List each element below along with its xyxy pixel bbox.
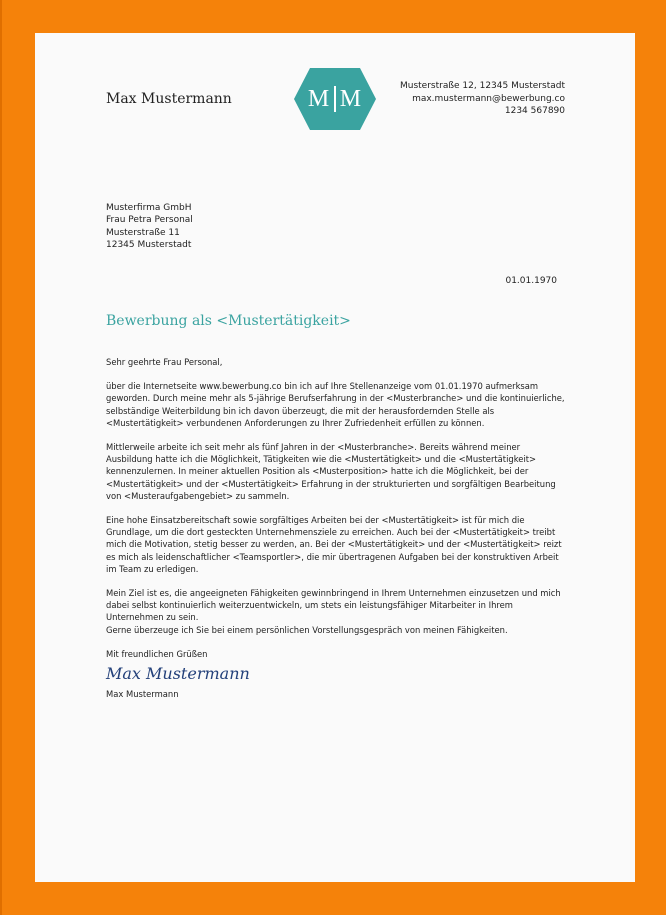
body-paragraph-4: Mein Ziel ist es, die angeeigneten Fähigkeiten gewinnbringend in Ihrem Unternehmen einzusetzen und mich dabei selbst kontinuierlich weiterzuentwickeln, um stets ein leistungsfähiger Mitarbeiter in Ihrem Unternehmen zu sein. (106, 588, 561, 623)
body-paragraph-1: über die Internetseite www.bewerbung.co bin ich auf Ihre Stellenanzeige vom 01.01.1970 aufmerksam geworden. Durch meine mehr als 5-jährige Berufserfahrung in der <Musterbranche> und die kontinuierliche, selbständige Weiterbildung bin ich davon überzeugt, die mit der herausfordernden Stelle als <Mustertätigkeit> verbundenen Anforderungen zu Ihrer Zufriedenheit erfüllen zu können. (106, 381, 565, 428)
monogram-left-letter: M (307, 85, 331, 112)
handwritten-signature: Max Mustermann (106, 664, 250, 683)
recipient-person: Frau Petra Personal (106, 215, 193, 226)
printed-name: Max Mustermann (106, 689, 179, 699)
sender-email: max.mustermann@bewerbung.co (412, 93, 565, 104)
salutation: Sehr geehrte Frau Personal, (106, 357, 223, 367)
recipient-city: 12345 Musterstadt (106, 239, 192, 250)
monogram-right-letter: M (339, 85, 363, 112)
letter-date: 01.01.1970 (505, 276, 557, 286)
sender-contact (400, 80, 565, 118)
monogram-letters (294, 68, 376, 130)
closing: Mit freundlichen Grüßen (106, 648, 208, 659)
body-paragraph-5: Gerne überzeuge ich Sie bei einem persönlichen Vorstellungsgespräch von meinen Fähigkeiten. (106, 624, 508, 635)
letter-subject: Bewerbung als <Mustertätigkeit> (106, 313, 351, 329)
body-paragraph-3: Eine hohe Einsatzbereitschaft sowie sorgfältiges Arbeiten bei der <Mustertätigkeit> ist für mich die Grundlage, um die dort gesteckten Unternehmensziele zu erreichen. Auch bei der <Mustertätigkeit> treibt mich die Motivation, stetig besser zu werden, an. Bei der <Mustertätigkeit> und der <Mustertätigkeit> reizt es mich als leidenschaftlicher <Teamsportler>, die mir übertragenen Aufgaben bei der konstruktiven Arbeit im Team zu erledigen. (106, 515, 562, 574)
monogram-logo (294, 68, 376, 130)
letter-body (106, 356, 566, 672)
recipient-company: Musterfirma GmbH (106, 203, 192, 213)
sender-address: Musterstraße 12, 12345 Musterstadt (400, 81, 565, 91)
sender-phone: 1234 567890 (504, 106, 565, 116)
body-paragraph-2: Mittlerweile arbeite ich seit mehr als fünf Jahren in der <Musterbranche>. Bereits während meiner Ausbildung hatte ich die Möglichkeit, Tätigkeiten wie die <Mustertätigkeit> und die <Mustertätigkeit> kennenzulernen. In meiner aktuellen Position als <Musterposition> hatte ich die Möglichkeit, bei der <Mustertätigkeit> und der <Mustertätigkeit> Erfahrung in der strukturierten und sorgfältigen Bearbeitung von <Musteraufgabengebiet> zu sammeln. (106, 442, 556, 501)
recipient-block (106, 202, 193, 251)
recipient-street: Musterstraße 11 (106, 227, 180, 238)
sender-name: Max Mustermann (106, 91, 232, 107)
letter-page (35, 33, 635, 882)
monogram-divider (334, 86, 336, 112)
